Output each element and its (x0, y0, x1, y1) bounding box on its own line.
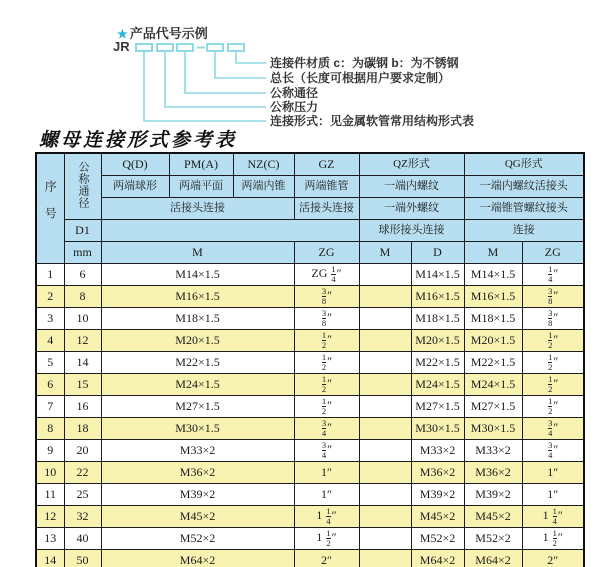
cell-dn: 25 (64, 484, 101, 506)
cell-qg-zg: $\frac{3}{4}$ ″ (522, 440, 584, 462)
stacked-fraction: $\frac{3}{4}$ (548, 440, 553, 461)
stacked-fraction: $\frac{3}{8}$ (548, 308, 553, 329)
cell-qz-d: M30×1.5 (411, 418, 464, 440)
cell-qz-m (359, 506, 411, 528)
cell-dn: 18 (64, 418, 101, 440)
stacked-fraction: $\frac{1}{4}$ (548, 264, 553, 285)
cell-qg-zg: 1 $\frac{1}{4}$ ″ (522, 506, 584, 528)
cell-gz: $\frac{1}{2}$ ″ (294, 352, 359, 374)
connector-line-material (236, 51, 266, 63)
cell-qg-zg: $\frac{3}{8}$ ″ (522, 286, 584, 308)
cell-gz: $\frac{3}{8}$ ″ (294, 308, 359, 330)
table-row (36, 462, 584, 484)
cell-seq: 5 (36, 352, 64, 374)
cell-qg-m: M64×2 (464, 550, 522, 567)
cell-qg-zg: $\frac{3}{4}$ ″ (522, 418, 584, 440)
code-box-4 (207, 44, 223, 51)
cell-gz: $\frac{3}{8}$ ″ (294, 286, 359, 308)
stacked-fraction: $\frac{1}{2}$ (321, 374, 327, 395)
cell-qz-m (359, 308, 411, 330)
cell-gz: $\frac{1}{2}$ ″ (294, 374, 359, 396)
cell-dn: 15 (64, 374, 101, 396)
header-col-pma: PM(A) (169, 153, 233, 176)
cell-qz-m (359, 286, 411, 308)
table-row (36, 374, 584, 396)
stacked-fraction: $\frac{1}{2}$ (321, 396, 327, 417)
cell-qz-d: M24×1.5 (411, 374, 464, 396)
table-body (36, 264, 584, 567)
cell-gz: 1″ (294, 462, 359, 484)
cell-dn: 20 (64, 440, 101, 462)
cell-thread-m: M22×1.5 (101, 352, 294, 374)
cell-dn: 14 (64, 352, 101, 374)
cell-seq: 14 (36, 550, 64, 567)
product-code-prefix: JR (113, 39, 130, 54)
cell-thread-m: M24×1.5 (101, 374, 294, 396)
table-row (36, 550, 584, 567)
cell-seq: 10 (36, 462, 64, 484)
cell-qz-m (359, 484, 411, 506)
cell-qg-m: M45×2 (464, 506, 522, 528)
cell-thread-m: M39×2 (101, 484, 294, 506)
cell-gz: $\frac{3}{4}$ ″ (294, 418, 359, 440)
cell-thread-m: M30×1.5 (101, 418, 294, 440)
cell-gz: $\frac{3}{4}$ ″ (294, 440, 359, 462)
table-header (36, 153, 584, 264)
stacked-fraction: $\frac{1}{4}$ (326, 506, 331, 527)
cell-dn: 12 (64, 330, 101, 352)
stacked-fraction: $\frac{3}{4}$ (548, 418, 553, 439)
cell-seq: 7 (36, 396, 64, 418)
cell-thread-m: M64×2 (101, 550, 294, 567)
cell-qz-m (359, 352, 411, 374)
header-blank (101, 220, 359, 242)
header-dn: 公称通径 (64, 153, 101, 220)
cell-seq: 2 (36, 286, 64, 308)
stacked-fraction: $\frac{1}{2}$ (321, 330, 327, 351)
header-col-nzc: NZ(C) (233, 153, 294, 176)
header-end-qg: 一端内螺纹活接头 (464, 176, 584, 198)
cell-dn: 50 (64, 550, 101, 567)
cell-qz-m (359, 374, 411, 396)
cell-qg-zg: $\frac{1}{2}$ ″ (522, 352, 584, 374)
cell-dn: 32 (64, 506, 101, 528)
cell-qz-m (359, 396, 411, 418)
diagram-label-1: 连接件材质 c：为碳钢 b：为不锈钢 (270, 56, 459, 70)
cell-gz: 2″ (294, 550, 359, 567)
cell-qz-d: M22×1.5 (411, 352, 464, 374)
stacked-fraction: $\frac{1}{2}$ (326, 528, 331, 549)
stacked-fraction: $\frac{1}{2}$ (548, 330, 553, 351)
cell-dn: 6 (64, 264, 101, 286)
cell-gz: ZG $\frac{1}{4}$ ″ (294, 264, 359, 286)
table-row (36, 506, 584, 528)
cell-qz-m (359, 462, 411, 484)
cell-qg-zg: 1 $\frac{1}{2}$ ″ (522, 528, 584, 550)
table-row (36, 264, 584, 286)
header-conn-gz: 活接头连接 (294, 198, 359, 220)
table-row (36, 484, 584, 506)
stacked-fraction: $\frac{3}{8}$ (321, 308, 327, 329)
header-conn-qz: 一端外螺纹 (359, 198, 464, 220)
cell-qg-zg: $\frac{1}{2}$ ″ (522, 396, 584, 418)
header-unit-qgzg: ZG (522, 242, 584, 264)
table-row (36, 440, 584, 462)
cell-seq: 8 (36, 418, 64, 440)
cell-qz-d: M36×2 (411, 462, 464, 484)
diagram-label-2: 总长（长度可根据用户要求定制） (270, 71, 451, 85)
connector-line-diameter (185, 51, 266, 93)
header-unit-m: M (101, 242, 294, 264)
header-end-nzc: 两端内锥 (233, 176, 294, 198)
header-conn2-qg: 连接 (464, 220, 584, 242)
cell-qz-d: M27×1.5 (411, 396, 464, 418)
cell-qg-m: M24×1.5 (464, 374, 522, 396)
cell-qz-m (359, 418, 411, 440)
cell-gz: $\frac{1}{2}$ ″ (294, 330, 359, 352)
cell-qz-d: M45×2 (411, 506, 464, 528)
cell-gz: 1 $\frac{1}{4}$ ″ (294, 506, 359, 528)
cell-qg-m: M30×1.5 (464, 418, 522, 440)
cell-qz-m (359, 264, 411, 286)
header-unit-qzd: D (411, 242, 464, 264)
cell-qg-m: M16×1.5 (464, 286, 522, 308)
cell-qz-d: M33×2 (411, 440, 464, 462)
table-row (36, 418, 584, 440)
cell-thread-m: M16×1.5 (101, 286, 294, 308)
cell-qz-m (359, 550, 411, 567)
cell-thread-m: M20×1.5 (101, 330, 294, 352)
cell-thread-m: M14×1.5 (101, 264, 294, 286)
cell-thread-m: M45×2 (101, 506, 294, 528)
stacked-fraction: $\frac{1}{2}$ (552, 528, 557, 549)
stacked-fraction: $\frac{3}{4}$ (321, 418, 327, 439)
cell-qg-m: M20×1.5 (464, 330, 522, 352)
header-col-qz: QZ形式 (359, 153, 464, 176)
cell-qg-zg: $\frac{1}{4}$ ″ (522, 264, 584, 286)
header-conn2-qz: 球形接头连接 (359, 220, 464, 242)
stacked-fraction: $\frac{1}{2}$ (548, 396, 553, 417)
code-box-5 (228, 44, 244, 51)
cell-thread-m: M27×1.5 (101, 396, 294, 418)
connector-line-form (144, 51, 266, 121)
code-box-3 (177, 44, 193, 51)
header-col-qg: QG形式 (464, 153, 584, 176)
header-col-qd: Q(D) (101, 153, 169, 176)
cell-seq: 9 (36, 440, 64, 462)
cell-seq: 3 (36, 308, 64, 330)
diagram-title-text: 产品代号示例 (129, 26, 208, 41)
header-mm: mm (64, 242, 101, 264)
cell-qg-m: M33×2 (464, 440, 522, 462)
cell-qz-m (359, 440, 411, 462)
table-row (36, 396, 584, 418)
header-conn-union: 活接头连接 (101, 198, 294, 220)
stacked-fraction: $\frac{1}{2}$ (548, 374, 553, 395)
cell-dn: 8 (64, 286, 101, 308)
cell-thread-m: M52×2 (101, 528, 294, 550)
cell-qg-m: M18×1.5 (464, 308, 522, 330)
cell-qz-d: M20×1.5 (411, 330, 464, 352)
cell-seq: 11 (36, 484, 64, 506)
cell-qz-d: M18×1.5 (411, 308, 464, 330)
cell-qg-m: M52×2 (464, 528, 522, 550)
header-end-gz: 两端锥管 (294, 176, 359, 198)
diagram-label-5: 连接形式：见金属软管常用结构形式表 (270, 114, 475, 128)
cell-gz: $\frac{1}{2}$ ″ (294, 396, 359, 418)
cell-dn: 10 (64, 308, 101, 330)
table-row (36, 308, 584, 330)
stacked-fraction: $\frac{1}{2}$ (321, 352, 327, 373)
cell-qg-m: M27×1.5 (464, 396, 522, 418)
header-end-qd: 两端球形 (101, 176, 169, 198)
diagram-label-4: 公称压力 (270, 100, 319, 114)
cell-gz: 1 $\frac{1}{2}$ ″ (294, 528, 359, 550)
stacked-fraction: $\frac{3}{8}$ (321, 286, 327, 307)
table-row (36, 352, 584, 374)
cell-qz-d: M39×2 (411, 484, 464, 506)
star-icon: ★ (117, 27, 128, 41)
cell-gz: 1″ (294, 484, 359, 506)
cell-qg-m: M22×1.5 (464, 352, 522, 374)
cell-qg-m: M39×2 (464, 484, 522, 506)
cell-thread-m: M36×2 (101, 462, 294, 484)
table-row (36, 286, 584, 308)
header-end-qz: 一端内螺纹 (359, 176, 464, 198)
header-conn-qg: 一端锥管螺纹接头 (464, 198, 584, 220)
cell-qg-zg: $\frac{3}{8}$ ″ (522, 308, 584, 330)
header-d1: D1 (64, 220, 101, 242)
cell-qg-zg: $\frac{1}{2}$ ″ (522, 374, 584, 396)
stacked-fraction: $\frac{1}{4}$ (331, 264, 336, 285)
cell-qz-d: M16×1.5 (411, 286, 464, 308)
cell-dn: 16 (64, 396, 101, 418)
stacked-fraction: $\frac{3}{8}$ (548, 286, 553, 307)
cell-seq: 13 (36, 528, 64, 550)
cell-qg-zg: 1″ (522, 484, 584, 506)
cell-dn: 40 (64, 528, 101, 550)
code-box-2 (157, 44, 173, 51)
diagram-label-3: 公称通径 (270, 86, 319, 100)
cell-qg-m: M36×2 (464, 462, 522, 484)
cell-qg-zg: 2″ (522, 550, 584, 567)
connector-line-length (215, 51, 266, 78)
header-seq: 序号 (36, 153, 64, 264)
cell-qz-m (359, 330, 411, 352)
header-end-pma: 两端平面 (169, 176, 233, 198)
cell-qz-d: M14×1.5 (411, 264, 464, 286)
table-row (36, 528, 584, 550)
diagram-title (117, 23, 208, 42)
cell-qz-d: M64×2 (411, 550, 464, 567)
table-row (36, 330, 584, 352)
cell-thread-m: M18×1.5 (101, 308, 294, 330)
cell-seq: 6 (36, 374, 64, 396)
stacked-fraction: $\frac{1}{2}$ (548, 352, 553, 373)
table-title: 螺母连接形式参考表 (39, 130, 238, 151)
stacked-fraction: $\frac{1}{4}$ (552, 506, 557, 527)
header-unit-zg: ZG (294, 242, 359, 264)
cell-qz-d: M52×2 (411, 528, 464, 550)
cell-qg-zg: $\frac{1}{2}$ ″ (522, 330, 584, 352)
cell-seq: 1 (36, 264, 64, 286)
cell-seq: 12 (36, 506, 64, 528)
cell-dn: 22 (64, 462, 101, 484)
header-col-gz: GZ (294, 153, 359, 176)
header-unit-qzm: M (359, 242, 411, 264)
code-box-1 (136, 44, 152, 51)
cell-qz-m (359, 528, 411, 550)
stacked-fraction: $\frac{3}{4}$ (321, 440, 327, 461)
cell-qg-zg: 1″ (522, 462, 584, 484)
cell-seq: 4 (36, 330, 64, 352)
cell-qg-m: M14×1.5 (464, 264, 522, 286)
header-unit-qgm: M (464, 242, 522, 264)
cell-thread-m: M33×2 (101, 440, 294, 462)
nut-connection-table (35, 152, 585, 567)
